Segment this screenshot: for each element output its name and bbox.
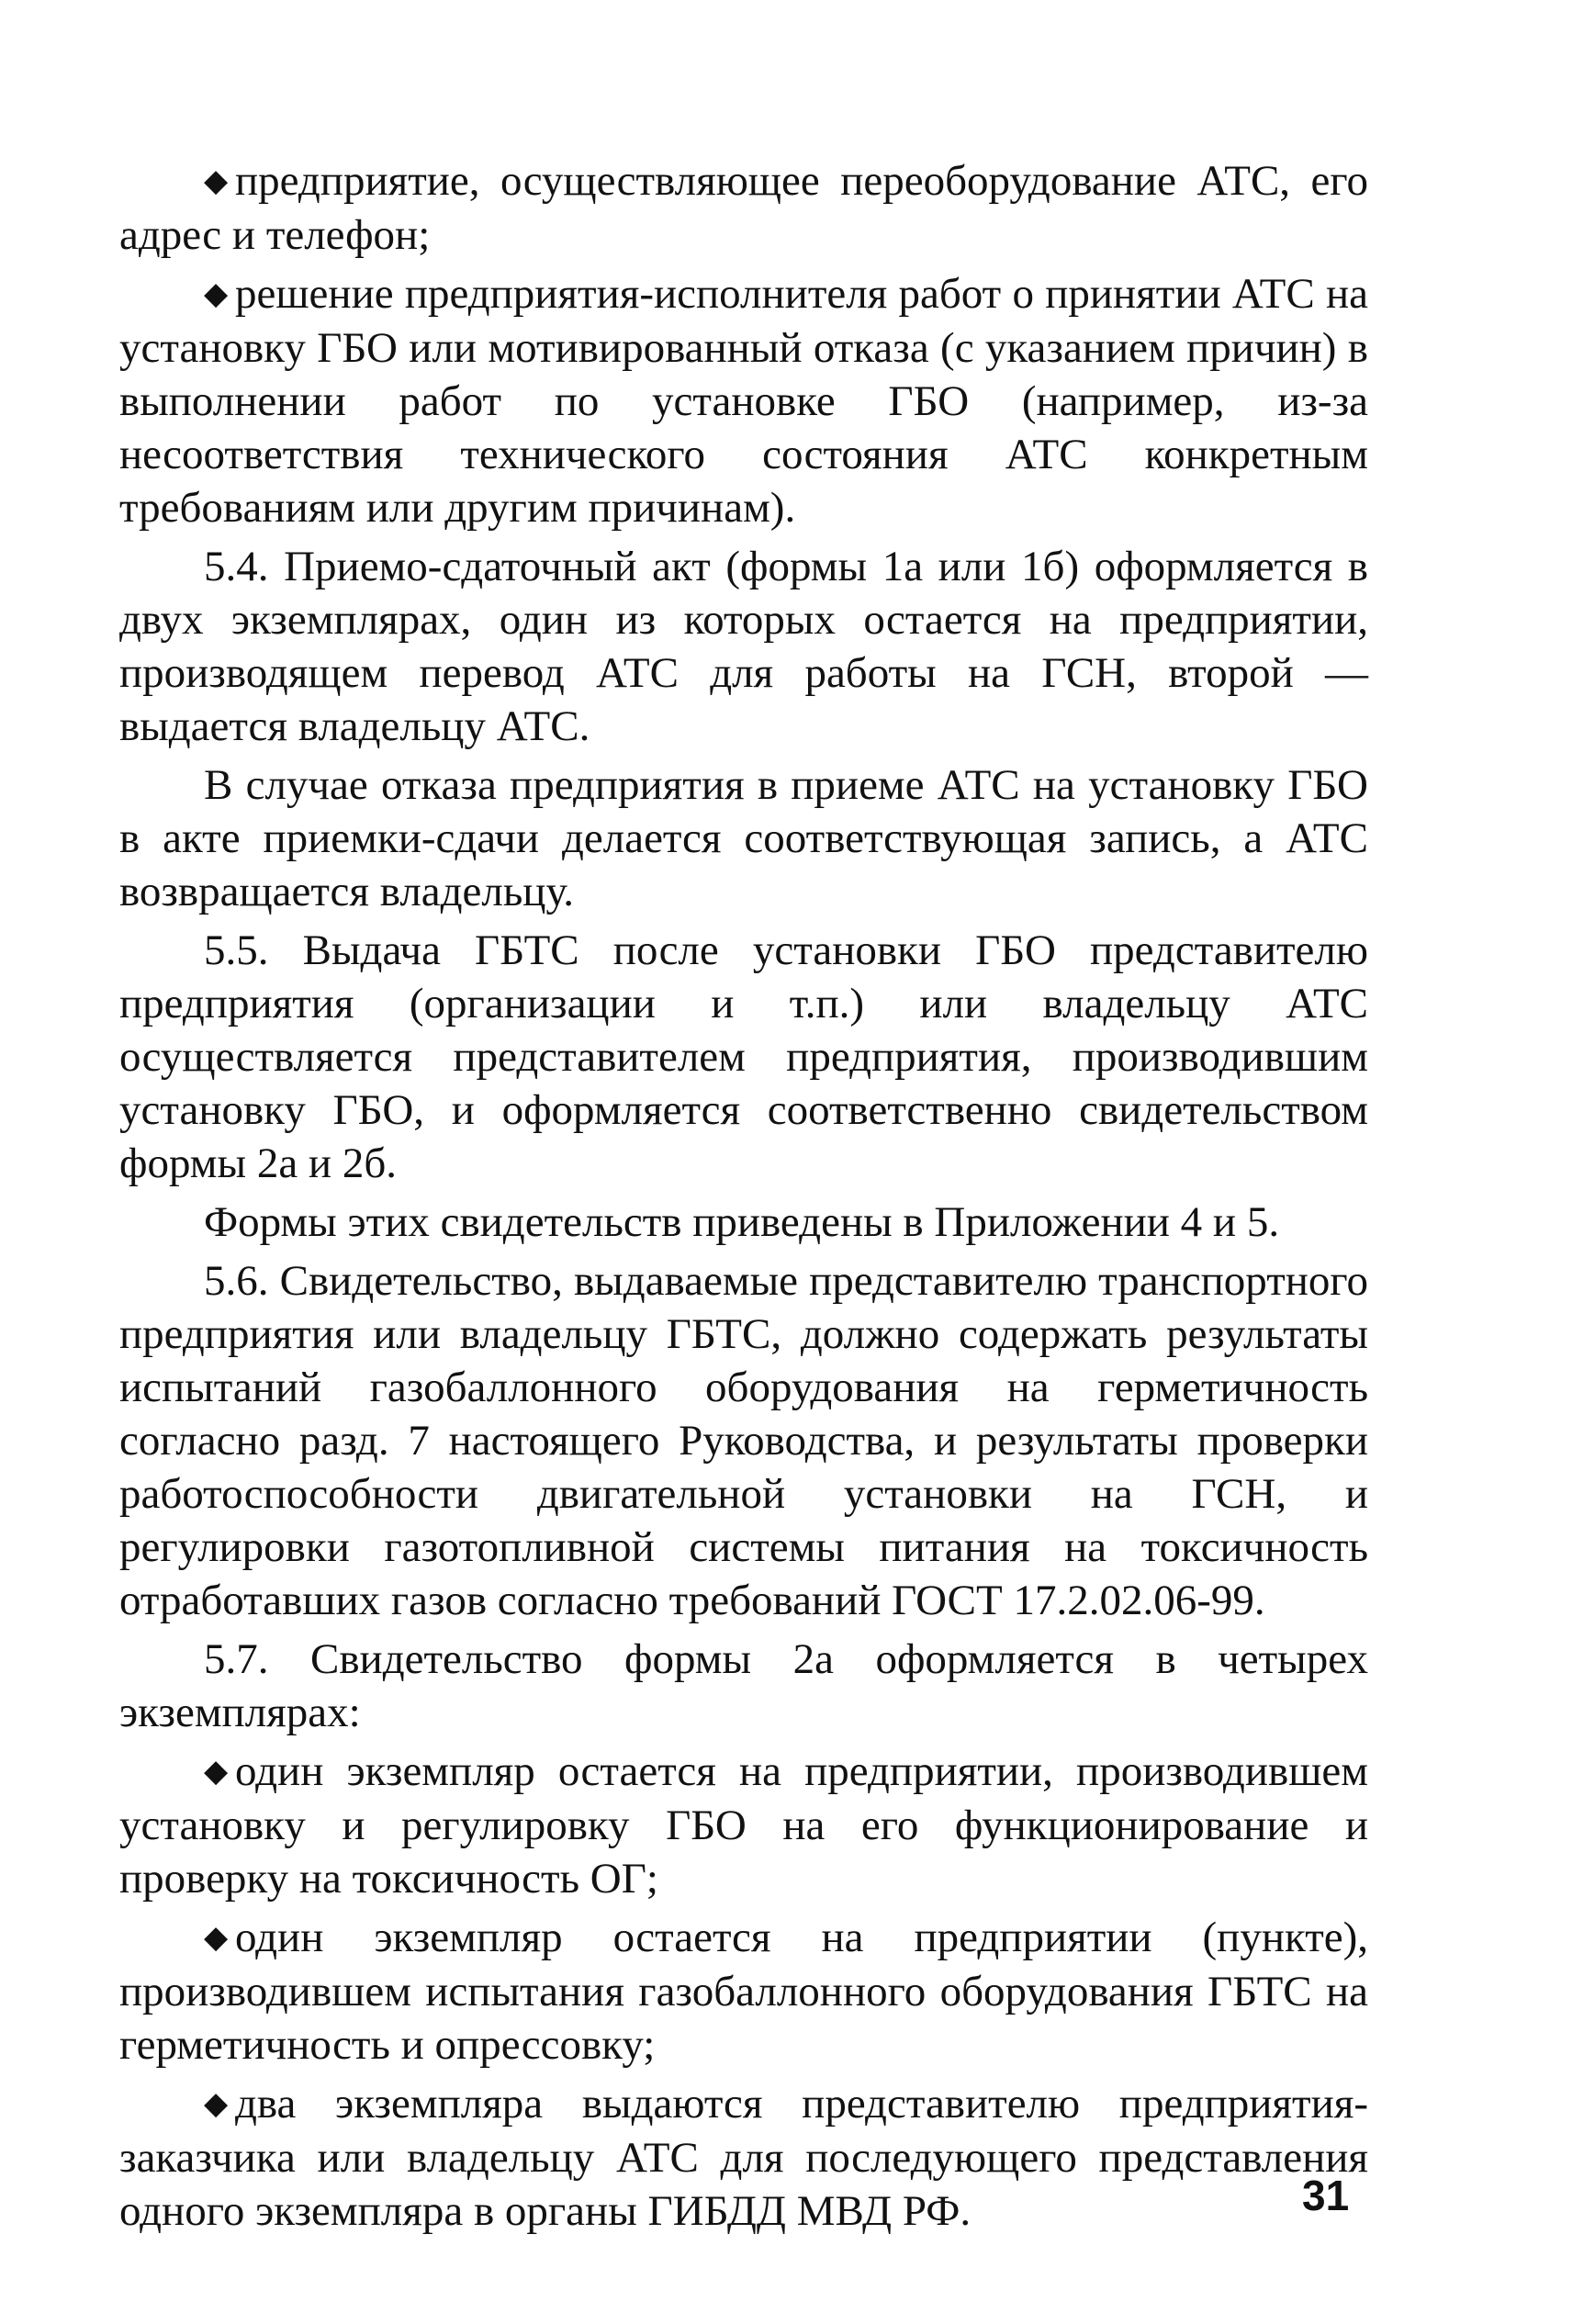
- paragraph-section-5-6: 5.6. Свидетельство, выдаваемые представителю транспортного предприятия или владельцу ГБТС, должно содержать результаты испытаний газобаллонного оборудования на герметичность согласно разд. 7 настоящего Руководства, и результаты проверки работоспособности двигательной установки на ГСН, и регулировки газотопливной системы питания на токсичность отработавших газов согласно требований ГОСТ 17.2.02.06-99.: [119, 1257, 1368, 1624]
- paragraph-section-5-4: 5.4. Приемо-сдаточный акт (формы 1а или 1б) оформляется в двух экземплярах, один из которых остается на предприятии, производящем перевод АТС для работы на ГСН, второй — выдается владельцу АТС.: [119, 543, 1368, 750]
- paragraph-text: один экземпляр остается на предприятии, производившем установку и регулировку ГБО на его функционирование и проверку на токсичность ОГ;: [119, 1747, 1368, 1903]
- diamond-bullet-icon: ◆: [204, 1921, 229, 1955]
- document-body: [119, 154, 1368, 2243]
- diamond-bullet-icon: ◆: [204, 1755, 229, 1789]
- paragraph-forms-reference: Формы этих свидетельств приведены в Приложении 4 и 5.: [204, 1198, 1280, 1246]
- bullet-paragraph: [119, 154, 1368, 262]
- paragraph-text: решение предприятия-исполнителя работ о принятии АТС на установку ГБО или мотивированный отказа (с указанием причин) в выполнении работ по установке ГБО (например, из-за несоответствия технического состояния АТС конкретным требованиям или другим причинам).: [119, 270, 1368, 532]
- bullet-paragraph: [119, 2077, 1368, 2238]
- bullet-paragraph: [119, 1745, 1368, 1905]
- diamond-bullet-icon: ◆: [204, 164, 229, 198]
- diamond-bullet-icon: ◆: [204, 2087, 229, 2121]
- paragraph-text: один экземпляр остается на предприятии (пункте), производившем испытания газобаллонного оборудования ГБТС на герметичность и опрессовку;: [119, 1914, 1368, 2069]
- paragraph-text: предприятие, осуществляющее переоборудование АТС, его адрес и телефон;: [119, 157, 1368, 259]
- paragraph-section-5-5: 5.5. Выдача ГБТС после установки ГБО представителю предприятия (организации и т.п.) или владельцу АТС осуществляется представителем предприятия, производившим установку ГБО, и оформляется соответственно свидетельством формы 2а и 2б.: [119, 926, 1368, 1187]
- diamond-bullet-icon: ◆: [204, 277, 229, 311]
- bullet-paragraph: [119, 1911, 1368, 2071]
- paragraph-text: два экземпляра выдаются представителю предприятия-заказчика или владельцу АТС для последующего представления одного экземпляра в органы ГИБДД МВД РФ.: [119, 2080, 1368, 2235]
- page-number: 31: [1302, 2172, 1350, 2219]
- paragraph-refusal-case: В случае отказа предприятия в приеме АТС на установку ГБО в акте приемки-сдачи делается соответствующая запись, а АТС возвращается владельцу.: [119, 761, 1368, 915]
- paragraph-section-5-7: 5.7. Свидетельство формы 2а оформляется в четырех экземплярах:: [119, 1635, 1368, 1736]
- bullet-paragraph: [119, 267, 1368, 534]
